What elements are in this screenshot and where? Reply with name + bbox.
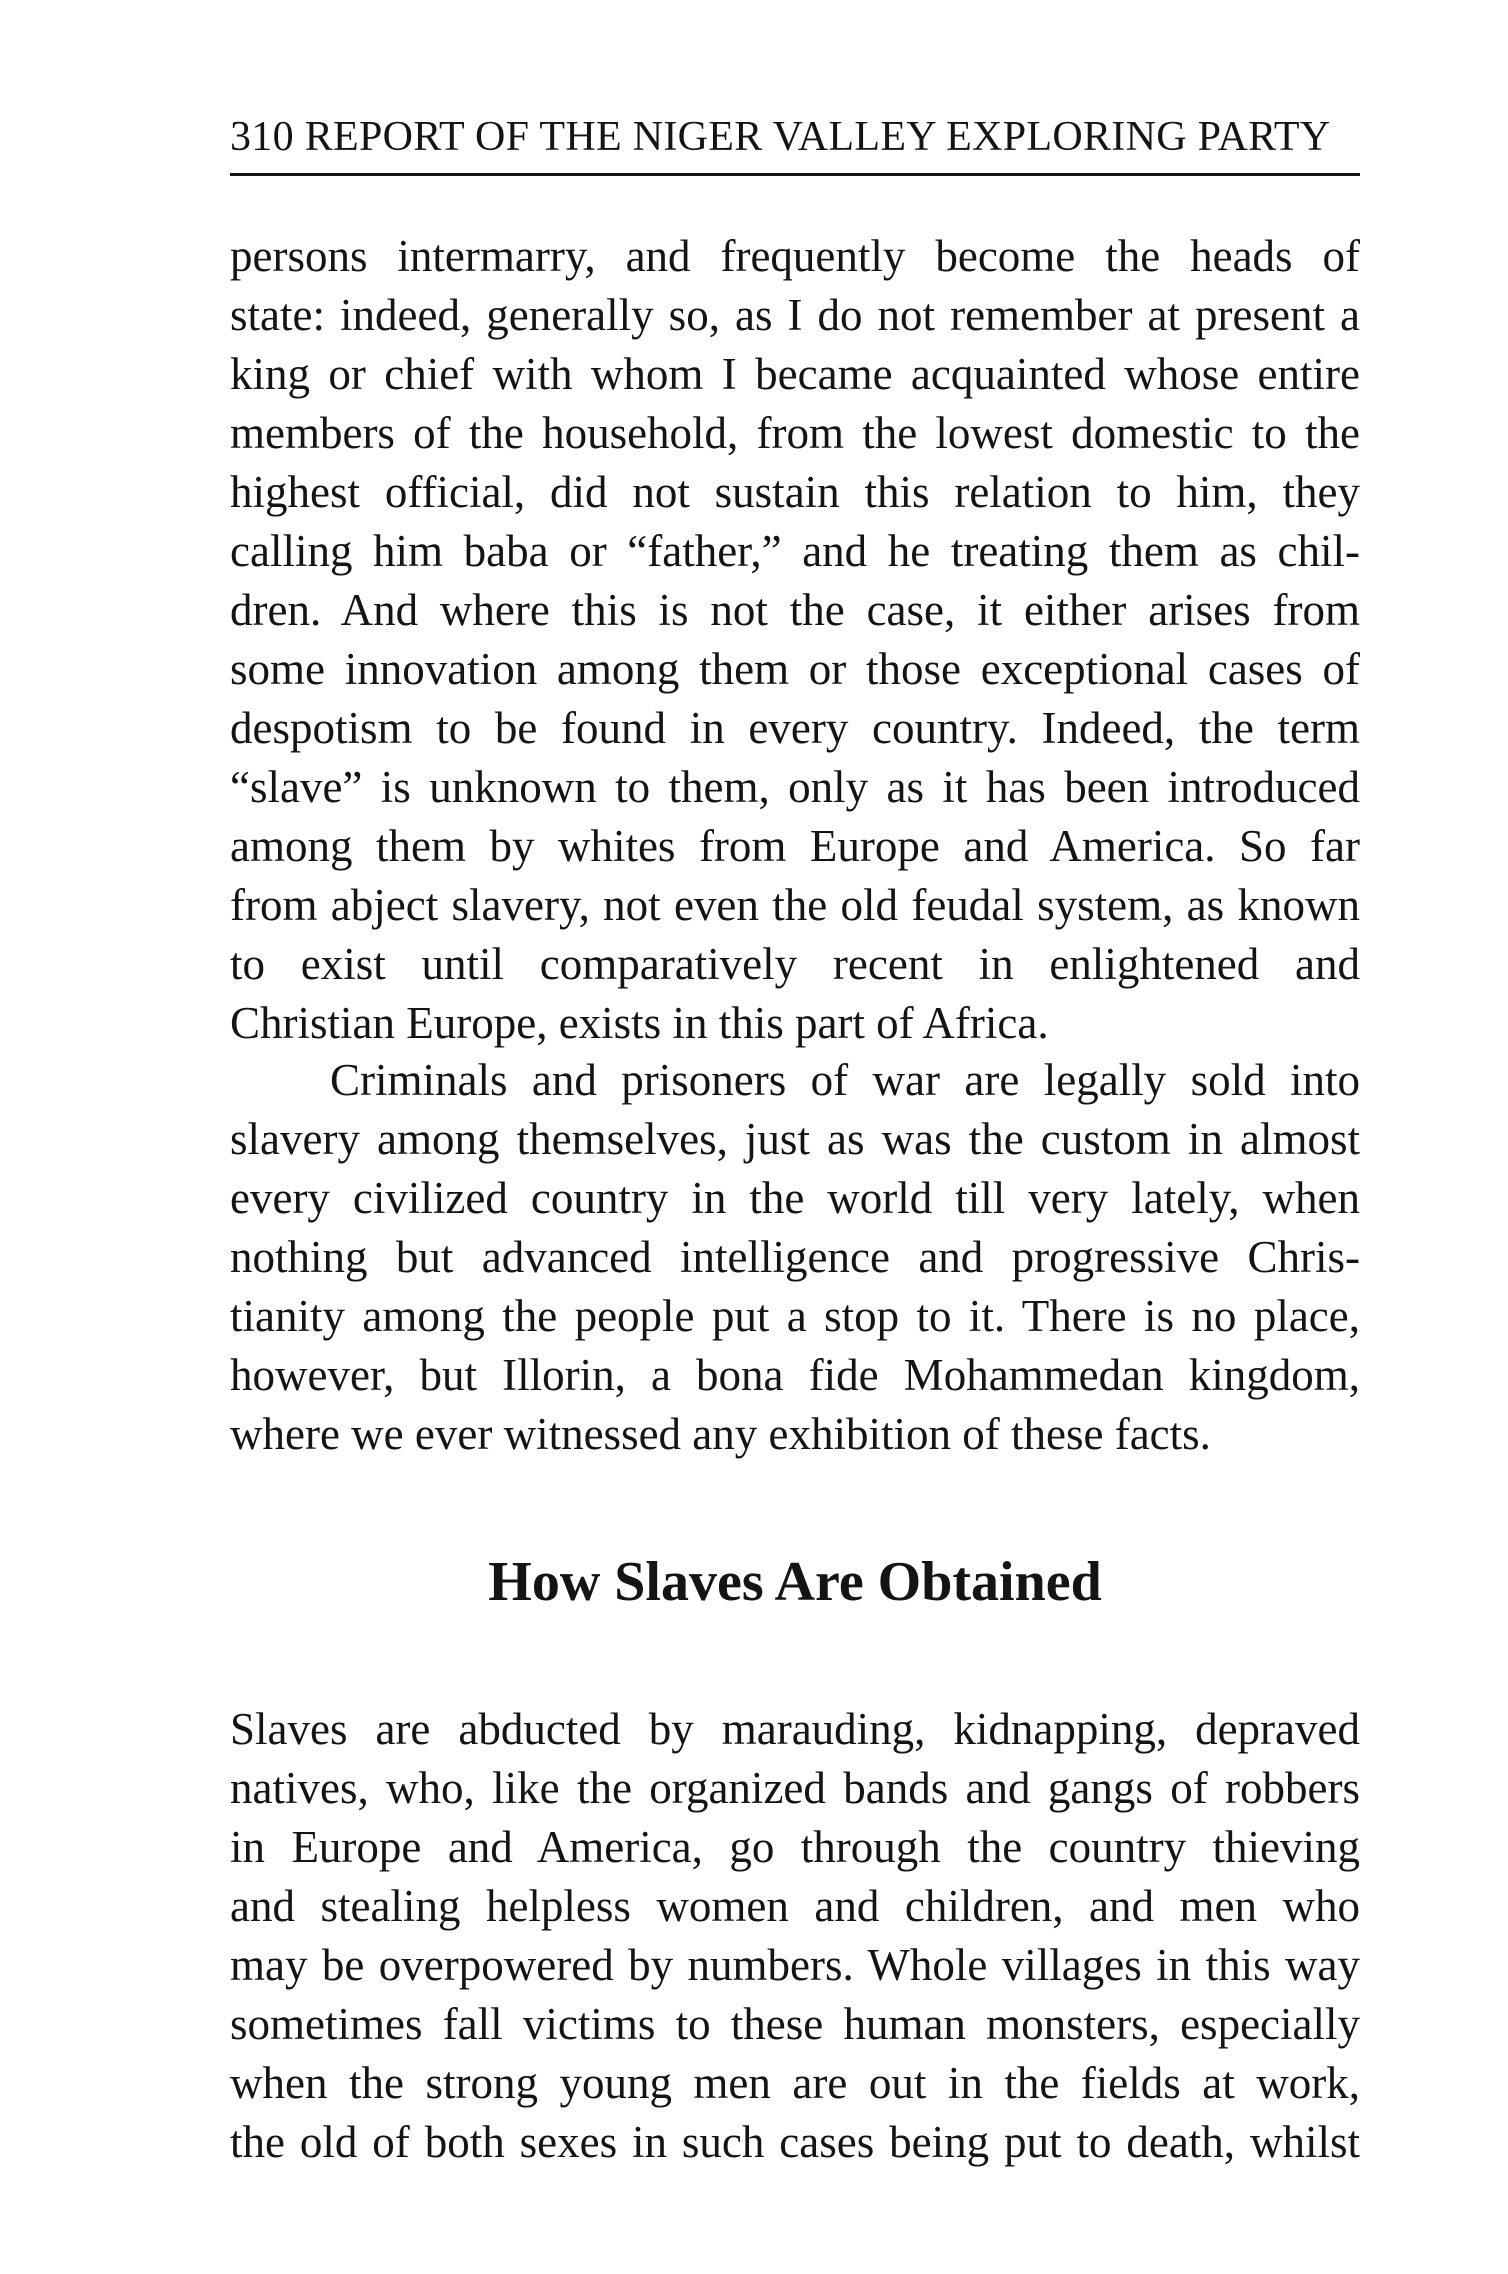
text-line: natives, who, like the organized bands and gangs of robbers <box>230 1763 1360 1813</box>
text-line: when the strong young men are out in the fields at work, <box>230 2058 1360 2108</box>
paragraph-3 <box>230 1700 1360 2172</box>
text-line: to exist until comparatively recent in enlightened and <box>230 939 1360 989</box>
text-line: Slaves are abducted by marauding, kidnapping, depraved <box>230 1704 1360 1754</box>
text-line: the old of both sexes in such cases being put to death, whilst <box>230 2117 1360 2167</box>
text-line: despotism to be found in every country. Indeed, the term <box>230 703 1360 753</box>
paragraph-2 <box>230 1051 1360 1464</box>
text-line: nothing but advanced intelligence and progressive Chris- <box>230 1232 1360 1282</box>
text-line: among them by whites from Europe and America. So far <box>230 821 1360 871</box>
text-line: persons intermarry, and frequently become the heads of <box>230 231 1360 281</box>
header-rule <box>230 173 1360 176</box>
text-line: “slave” is unknown to them, only as it has been introduced <box>230 762 1360 812</box>
text-line: king or chief with whom I became acquainted whose entire <box>230 349 1360 399</box>
text-line: slavery among themselves, just as was the custom in almost <box>230 1114 1360 1164</box>
text-line: Christian Europe, exists in this part of Africa. <box>230 998 1049 1048</box>
text-line: members of the household, from the lowest domestic to the <box>230 408 1360 458</box>
text-line: tianity among the people put a stop to it. There is no place, <box>230 1291 1360 1341</box>
running-head: 310 REPORT OF THE NIGER VALLEY EXPLORING PARTY <box>230 114 1331 160</box>
text-line: from abject slavery, not even the old feudal system, as known <box>230 880 1360 930</box>
text-line: in Europe and America, go through the country thieving <box>230 1822 1360 1872</box>
text-line: sometimes fall victims to these human monsters, especially <box>230 1999 1360 2049</box>
text-line: Criminals and prisoners of war are legally sold into <box>330 1055 1360 1105</box>
text-line: highest official, did not sustain this relation to him, they <box>230 467 1360 517</box>
text-line: where we ever witnessed any exhibition of these facts. <box>230 1409 1211 1459</box>
text-line: every civilized country in the world till very lately, when <box>230 1173 1360 1223</box>
text-line: and stealing helpless women and children, and men who <box>230 1881 1360 1931</box>
paragraph-1 <box>230 227 1360 1053</box>
text-line: calling him baba or “father,” and he treating them as chil- <box>230 526 1360 576</box>
text-line: dren. And where this is not the case, it either arises from <box>230 585 1360 635</box>
text-line: state: indeed, generally so, as I do not remember at present a <box>230 290 1360 340</box>
text-line: some innovation among them or those exceptional cases of <box>230 644 1360 694</box>
section-heading: How Slaves Are Obtained <box>488 1551 1102 1613</box>
text-line: may be overpowered by numbers. Whole villages in this way <box>230 1940 1360 1990</box>
text-line: however, but Illorin, a bona fide Mohammedan kingdom, <box>230 1350 1360 1400</box>
